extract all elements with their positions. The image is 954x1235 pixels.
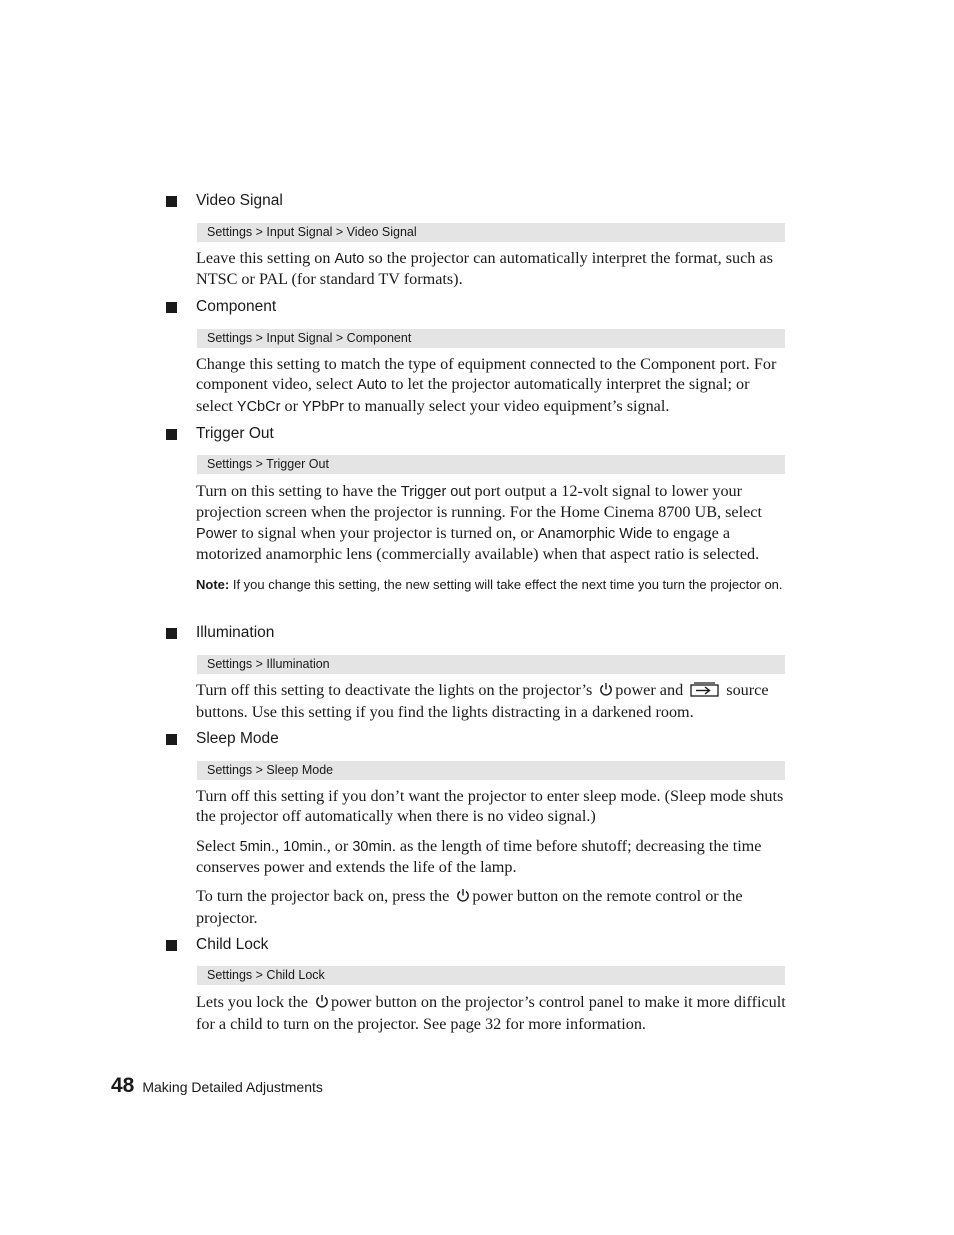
setting-value: Power [196, 525, 238, 542]
bullet-icon [166, 196, 177, 207]
page-number: 48 [111, 1074, 135, 1097]
note [196, 576, 786, 593]
settings-path: Settings > Trigger Out [197, 455, 785, 474]
heading-text: Trigger Out [196, 425, 274, 442]
paragraph: Lets you lock the power button on the projector’s control panel to make it more difficult for a child to turn on the projector. See page 32 for more information. [196, 993, 786, 1034]
heading-child-lock [166, 936, 268, 954]
setting-value: Trigger out [400, 484, 471, 500]
bullet-icon [166, 302, 177, 313]
heading-text: Illumination [196, 624, 275, 641]
setting-value: 5min. [239, 839, 276, 855]
note-label: Note: [196, 577, 230, 592]
paragraph: Turn off this setting to deactivate the lights on the projector’s power and source buttons. Use this setting if you find the lights distracting in a darkened room. [196, 681, 769, 722]
setting-value: Auto [334, 251, 365, 267]
power-icon [315, 994, 329, 1014]
heading-text: Child Lock [196, 936, 269, 953]
settings-path: Settings > Illumination [197, 655, 785, 674]
heading-component [166, 298, 276, 316]
setting-value: YCbCr [236, 398, 281, 415]
settings-path: Settings > Input Signal > Component [197, 329, 785, 348]
power-icon [599, 682, 613, 702]
heading-text: Video Signal [196, 192, 283, 209]
setting-value: Anamorphic Wide [537, 525, 653, 542]
setting-value: 30min. [352, 839, 396, 855]
heading-video-signal [166, 192, 283, 210]
setting-value: Auto [356, 377, 387, 394]
paragraph: Select 5min., 10min., or 30min. as the length of time before shutoff; decreasing the time conserves power and extends the life of the lamp. [196, 837, 762, 877]
paragraph: Turn on this setting to have the Trigger out port output a 12-volt signal to lower your projection screen when the projector is running. For the Home Cinema 8700 UB, select Power to signal when your projector is turned on, or Anamorphic Wide to engage a motorized anamorphic lens (commercially available) when that aspect ratio is selected. [196, 482, 762, 564]
heading-text: Sleep Mode [196, 730, 279, 747]
paragraph: To turn the projector back on, press the power button on the remote control or the projector. [196, 887, 743, 928]
chapter-title: Making Detailed Adjustments [142, 1079, 323, 1095]
bullet-icon [166, 734, 177, 745]
heading-text: Component [196, 298, 277, 315]
bullet-icon [166, 628, 177, 639]
source-icon [690, 682, 720, 702]
settings-path: Settings > Input Signal > Video Signal [197, 223, 785, 242]
paragraph: Change this setting to match the type of equipment connected to the Component port. For component video, select Auto to let the projector automatically interpret the signal; or select YCbCr or YPbPr to manually select your video equipment’s signal. [196, 355, 777, 415]
paragraph: Turn off this setting if you don’t want the projector to enter sleep mode. (Sleep mode shuts the projector off automatically when there is no video signal.) [196, 787, 784, 826]
bullet-icon [166, 429, 177, 440]
settings-path: Settings > Sleep Mode [197, 761, 785, 780]
paragraph: Leave this setting on Auto so the projector can automatically interpret the format, such as NTSC or PAL (for standard TV formats). [196, 249, 773, 289]
heading-illumination [166, 624, 274, 642]
heading-trigger-out [166, 425, 274, 443]
note-text: If you change this setting, the new setting will take effect the next time you turn the projector on. [229, 577, 783, 592]
bullet-icon [166, 940, 177, 951]
settings-path: Settings > Child Lock [197, 966, 785, 985]
page-footer [111, 1074, 323, 1098]
setting-value: YPbPr [302, 398, 344, 415]
setting-value: 10min. [283, 839, 327, 855]
heading-sleep-mode [166, 730, 279, 748]
power-icon [456, 888, 470, 908]
